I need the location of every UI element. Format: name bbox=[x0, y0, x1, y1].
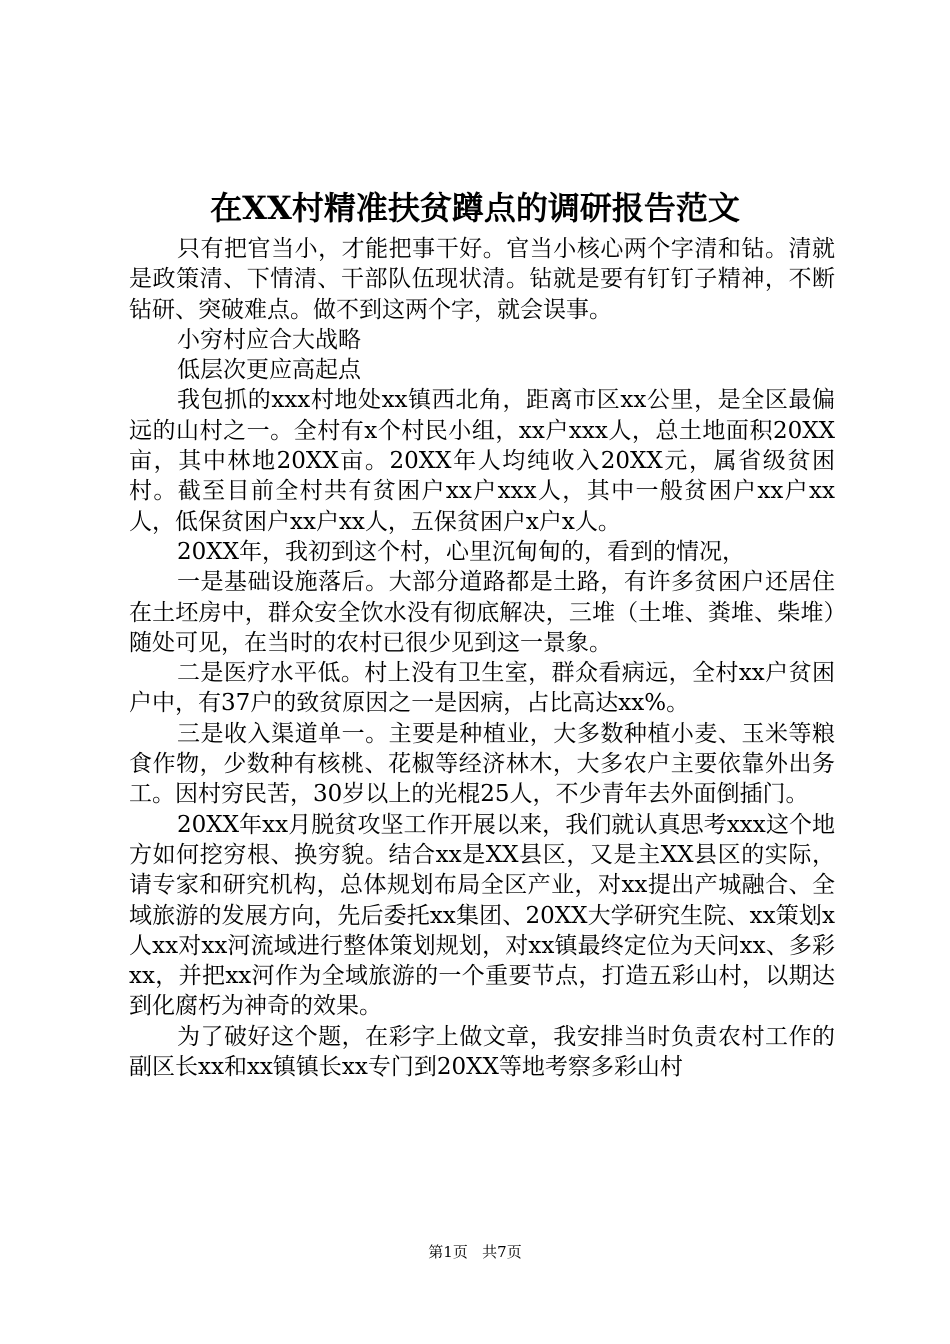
paragraph: 我包抓的xxx村地处xx镇西北角，距离市区xx公里，是全区最偏远的山村之一。全村有x个村民小组，xx户xxx人，总土地面积20XX亩，其中林地20XX亩。20XX年人均纯收入20XX元，属省级贫困村。截至目前全村共有贫困户xx户xxx人，其中一般贫困户xx户xx人，低保贫困户xx户xx人，五保贫困户x户x人。 bbox=[129, 387, 835, 535]
paragraph: 二是医疗水平低。村上没有卫生室，群众看病远，全村xx户贫困户中，有37户的致贫原因之一是因病，占比高达xx%。 bbox=[129, 660, 835, 717]
paragraph: 为了破好这个题，在彩字上做文章，我安排当时负责农村工作的副区长xx和xx镇镇长xx专门到20XX等地考察多彩山村 bbox=[129, 1023, 835, 1081]
document-body bbox=[129, 234, 835, 1082]
section-heading: 小穷村应合大战略 bbox=[177, 326, 361, 353]
page-number: 第1页 bbox=[428, 1243, 468, 1261]
page-total: 共7页 bbox=[482, 1243, 522, 1261]
paragraph: 20XX年，我初到这个村，心里沉甸甸的，看到的情况， bbox=[177, 538, 746, 565]
page-footer bbox=[0, 1242, 950, 1262]
paragraph: 只有把官当小，才能把事干好。官当小核心两个字清和钻。清就是政策清、下情清、干部队伍现状清。钻就是要有钉钉子精神，不断钻研、突破难点。做不到这两个字，就会误事。 bbox=[129, 236, 835, 323]
paragraph: 三是收入渠道单一。主要是种植业，大多数种植小麦、玉米等粮食作物，少数种有核桃、花椒等经济林木，大多农户主要依靠外出务工。因村穷民苦，30岁以上的光棍25人，不少青年去外面倒插门。 bbox=[129, 720, 835, 808]
paragraph: 20XX年xx月脱贫攻坚工作开展以来，我们就认真思考xxx这个地方如何挖穷根、换穷貌。结合xx是XX县区，又是主XX县区的实际，请专家和研究机构，总体规划布局全区产业，对xx提出产城融合、全域旅游的发展方向，先后委托xx集团、20XX大学研究生院、xx策划x人xx对xx河流域进行整体策划规划，对xx镇最终定位为天问xx、多彩xx，并把xx河作为全域旅游的一个重要节点，打造五彩山村，以期达到化腐朽为神奇的效果。 bbox=[129, 811, 835, 1020]
paragraph: 一是基础设施落后。大部分道路都是土路，有许多贫困户还居住在土坯房中，群众安全饮水没有彻底解决，三堆（土堆、粪堆、柴堆）随处可见，在当时的农村已很少见到这一景象。 bbox=[129, 569, 835, 656]
section-heading: 低层次更应高起点 bbox=[177, 357, 361, 384]
page-separator bbox=[473, 1243, 478, 1261]
page-title: 在XX村精准扶贫蹲点的调研报告范文 bbox=[210, 189, 740, 227]
